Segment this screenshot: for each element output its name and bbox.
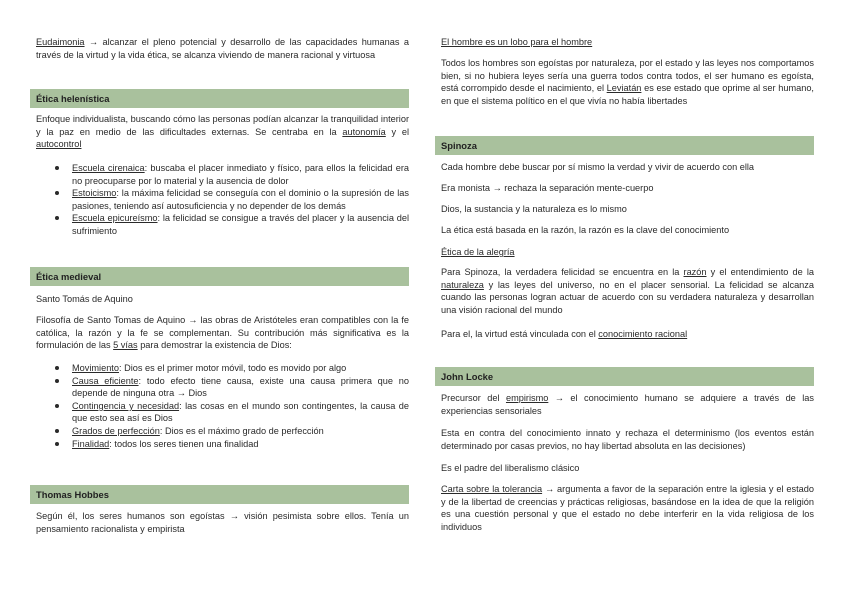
cinco-vias-list [36,362,409,450]
section-header-etica-medieval: Ética medieval [30,267,409,286]
locke-p1: Precursor del empirismo → el conocimiento humano se adquiere a través de las experiencias sensoriales [441,393,814,416]
spinoza-p3: Dios, la sustancia y la naturaleza es lo mismo [441,204,627,214]
section-header-spinoza: Spinoza [435,136,814,155]
list-item: Escuela epicureísmo: la felicidad se consigue a través del placer y la ausencia del sufrimiento [36,212,409,237]
helenistica-schools-list [36,162,409,238]
naturaleza-term: naturaleza [441,279,484,290]
medieval-author: Santo Tomás de Aquino [36,294,133,304]
bullet-icon [55,442,59,446]
list-item: Contingencia y necesidad: las cosas en el mundo son contingentes, la causa de que esto sea así es Dios [36,400,409,425]
leviatan-term: Leviatán [606,83,642,94]
section-header-etica-helenistica: Ética helenística [30,89,409,108]
cinco-vias-term: 5 vías [113,340,138,351]
carta-tolerancia-term: Carta sobre la tolerancia [441,484,543,494]
list-item: Causa eficiente: todo efecto tiene causa, existe una causa primera que no depende de ninguna otra → Dios [36,375,409,400]
locke-p2: Esta en contra del conocimiento innato y rechaza el determinismo (los eventos están determinado por casas previos, no hay libertad absoluta en las decisiones) [441,428,814,451]
list-item: Escuela cirenaica: buscaba el placer inmediato y físico, para ellos la felicidad era no preocuparse por lo material y la ausencia de dolor [36,162,409,187]
bullet-icon [55,404,59,408]
bullet-icon [55,379,59,383]
section-header-thomas-hobbes: Thomas Hobbes [30,485,409,504]
bullet-icon [55,429,59,433]
hobbes-continued-paragraph: Todos los hombres son egoístas por naturaleza, por el estado y las leyes nos comportamos bien, si no hubiera leyes sería una guerra todos contra todos, el ser humano es egoísta, está corrompido desde el nacimiento, el Leviatán es ese estado que oprime al ser humano, en que el sistema político en el que vivía no había libertades [441,58,814,106]
razon-term: razón [683,267,707,277]
eudaimonia-term: Eudaimonia [36,37,85,47]
spinoza-p4: La ética está basada en la razón, la razón es la clave del conocimiento [441,225,730,235]
list-item: Estoicismo: la máxima felicidad se conseguía con el dominio o la supresión de las pasiones, teniendo así autosuficiencia y no depender de los demás [36,187,409,212]
hobbes-paragraph: Según él, los seres humanos son egoístas → visión pesimista sobre ellos. Tenía un pensamiento racionalista y empirista [36,511,409,534]
spinoza-subtitle: Ética de la alegría [441,247,515,257]
bullet-icon [55,166,59,170]
spinoza-p5: Para Spinoza, la verdadera felicidad se encuentra en la razón y el entendimiento de la naturaleza y las leyes del universo, no en el placer sensorial. La felicidad se alcanza cuando las personas logran actuar de acuerdo con su verdadera naturaleza y desarrollan una visión racional del mundo [441,267,814,315]
list-item: Grados de perfección: Dios es el máximo grado de perfección [36,425,409,438]
bullet-icon [55,216,59,220]
list-item: Movimiento: Dios es el primer motor móvil, todo es movido por algo [36,362,409,375]
spinoza-p6: Para el, la virtud está vinculada con el conocimiento racional [441,329,688,339]
conocimiento-racional-term: conocimiento racional [598,329,688,339]
spinoza-p2: Era monista → rechaza la separación mente-cuerpo [441,183,654,193]
empirismo-term: empirismo [505,393,549,403]
locke-p3: Es el padre del liberalismo clásico [441,463,580,473]
eudaimonia-paragraph: Eudaimonia → alcanzar el pleno potencial y desarrollo de las capacidades humanas a través de la virtud y la vida ética, se alcanza viviendo de manera racional y virtuosa [36,37,409,60]
bullet-icon [55,366,59,370]
spinoza-p1: Cada hombre debe buscar por sí mismo la verdad y vivir de acuerdo con ella [441,162,755,172]
helenistica-paragraph: Enfoque individualista, buscando cómo las personas podían alcanzar la tranquilidad interior y la paz en medio de las dificultades externas. Se centraba en la autonomía y el autocontrol [36,114,409,150]
section-header-john-locke: John Locke [435,367,814,386]
bullet-icon [55,191,59,195]
autocontrol-term: autocontrol [36,139,82,150]
medieval-paragraph: Filosofía de Santo Tomas de Aquino → las obras de Aristóteles eran compatibles con la fe católica, la razón y la fe se complementan. Su contribución más significativa es la formulación de las 5 vías para demostrar la existencia de Dios: [36,315,409,351]
autonomia-term: autonomía [342,126,386,137]
locke-p4: Carta sobre la tolerancia → argumenta a favor de la separación entre la iglesia y el estado y de la libertad de creencias y prácticas religiosas, basándose en la idea de que la religión es una cuestión personal y que el estado no debe interferir en la vida religiosa de los individuos [441,484,814,532]
list-item: Finalidad: todos los seres tienen una finalidad [36,438,409,451]
hobbes-subtitle: El hombre es un lobo para el hombre [441,37,593,47]
